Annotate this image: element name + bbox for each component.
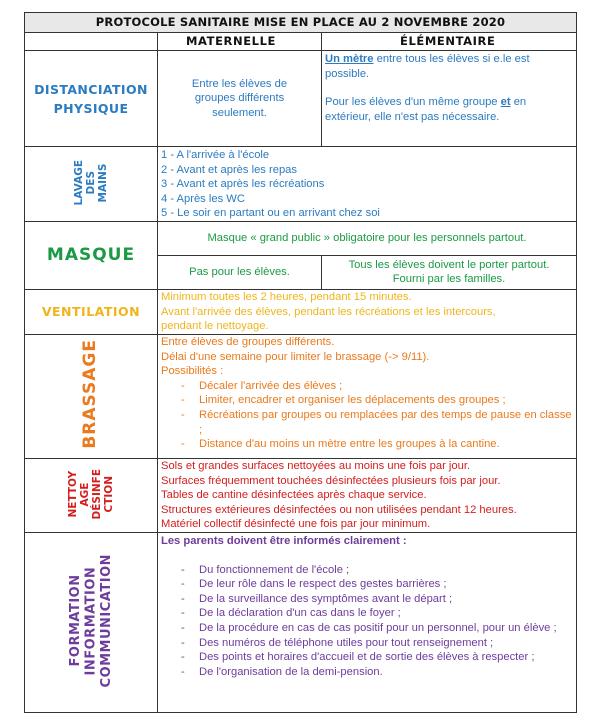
label-formation-line2: INFORMATION: [83, 566, 99, 675]
nettoyage-line: Surfaces fréquemment touchées désinfectées plusieurs fois par jour.: [161, 474, 501, 487]
ventilation-line: pendant le nettoyage.: [161, 320, 269, 333]
header-row: [25, 33, 577, 51]
list-item: - Des numéros de téléphone utiles pour tout renseignement ;: [181, 636, 494, 649]
row-ventilation: [25, 289, 577, 334]
brassage-item-text: Limiter, encadrer et organiser les déplacements des groupes ;: [199, 394, 506, 407]
distanciation-elem-p1-underlined: Un mètre: [325, 53, 374, 65]
formation-item-text: Du fonctionnement de l'école ;: [199, 563, 350, 576]
distanciation-elem-p2-underlined: et: [500, 96, 511, 109]
nettoyage-line: Sols et grandes surfaces nettoyées au moins une fois par jour.: [161, 459, 471, 472]
list-item: - Du fonctionnement de l'école ;: [181, 563, 350, 576]
header-maternelle: MATERNELLE: [158, 33, 322, 51]
nettoyage-line: Matériel collectif désinfecté une fois par jour minimum.: [161, 518, 431, 531]
lavage-item: 4 - Après les WC: [161, 192, 245, 205]
list-item: - Récréations par groupes ou remplacées par des temps de pause en classe ;: [181, 408, 572, 436]
label-lavage-line1: LAVAGE: [72, 159, 85, 206]
ventilation-content: [158, 289, 577, 334]
title-row: [25, 13, 577, 33]
label-brassage: [25, 334, 158, 458]
distanciation-elem-p1: [325, 52, 572, 81]
nettoyage-line: Structures extérieures désinfectées ou non utilisées pendant 12 heures.: [161, 503, 517, 516]
list-item: - De l'organisation de la demi-pension.: [181, 665, 383, 678]
label-nettoyage-line1: NETTOY: [66, 470, 79, 518]
label-distanciation-line1: DISTANCIATION: [34, 81, 148, 97]
list-item: - Distance d'au moins un mètre entre les groupes à la cantine.: [181, 438, 500, 451]
table-title: PROTOCOLE SANITAIRE MISE EN PLACE AU 2 NOVEMBRE 2020: [25, 13, 577, 33]
label-formation: [25, 532, 158, 712]
brassage-line: Possibilités :: [161, 365, 224, 378]
label-distanciation: [25, 51, 158, 147]
lavage-item: 2 - Avant et après les repas: [161, 163, 297, 176]
distanciation-maternelle: [158, 51, 322, 147]
distanciation-elem-p2-rest: en extérieur, elle n'est pas nécessaire.: [325, 96, 527, 123]
list-item: - Des points et horaires d'accueil et de sortie des élèves à respecter ;: [181, 651, 535, 664]
formation-item-text: De la déclaration d'un cas dans le foyer ;: [199, 607, 401, 620]
formation-item-text: De l'organisation de la demi-pension.: [199, 665, 383, 678]
list-item: - De la déclaration d'un cas dans le foyer ;: [181, 607, 401, 620]
header-elementaire: ÉLÉMENTAIRE: [322, 33, 577, 51]
brassage-line: Entre élèves de groupes différents.: [161, 335, 335, 348]
lavage-content: [158, 147, 577, 222]
list-item: - De leur rôle dans le respect des gestes barrières ;: [181, 578, 447, 591]
label-nettoyage-line2: AGE: [78, 482, 91, 506]
label-nettoyage-line4: CTION: [103, 475, 116, 513]
lavage-item: 1 - A l'arrivée à l'école: [161, 149, 270, 161]
masque-elementaire-line2: Fourni par les familles.: [392, 273, 506, 286]
label-nettoyage-vertical: [67, 469, 115, 520]
formation-item-text: De la procédure en cas de cas positif pour un personnel, pour un élève ;: [199, 621, 557, 634]
masque-common: Masque « grand public » obligatoire pour les personnels partout.: [158, 221, 577, 255]
nettoyage-content: [158, 458, 577, 532]
label-lavage-line2: DES: [84, 170, 97, 195]
protocol-sheet: [24, 12, 576, 713]
brassage-content: [158, 334, 577, 458]
masque-elementaire-line1: Tous les élèves doivent le porter partout.: [348, 258, 550, 271]
masque-elementaire: [322, 255, 577, 289]
label-formation-line1: FORMATION: [67, 574, 83, 667]
distanciation-maternelle-text: Entre les élèves de groupes différents seulement.: [191, 77, 288, 119]
masque-maternelle: Pas pour les élèves.: [158, 255, 322, 289]
distanciation-elem-p2: [325, 95, 572, 124]
label-nettoyage-line3: DÉSINFE: [91, 468, 103, 520]
formation-item-text: De leur rôle dans le respect des gestes barrières ;: [199, 578, 447, 591]
brassage-item-text: Décaler l'arrivée des élèves ;: [199, 379, 343, 392]
brassage-item-text: Récréations par groupes ou remplacées par des temps de pause en classe ;: [199, 408, 572, 436]
row-lavage: [25, 147, 577, 222]
formation-content: [158, 532, 577, 712]
formation-item-text: De la surveillance des symptômes avant le départ ;: [199, 592, 453, 605]
list-item: - De la procédure en cas de cas positif pour un personnel, pour un élève ;: [181, 621, 557, 634]
label-distanciation-line2: PHYSIQUE: [53, 100, 129, 116]
label-formation-line3: COMMUNICATION: [98, 553, 114, 688]
row-brassage: [25, 334, 577, 458]
list-item: - Décaler l'arrivée des élèves ;: [181, 379, 343, 392]
label-ventilation: VENTILATION: [25, 289, 158, 334]
label-formation-vertical: [68, 554, 115, 687]
formation-intro: Les parents doivent être informés clairement :: [161, 534, 407, 547]
label-masque: MASQUE: [25, 221, 158, 289]
row-nettoyage: [25, 458, 577, 532]
lavage-item: 5 - Le soir en partant ou en arrivant chez soi: [161, 207, 380, 220]
distanciation-elem-p1-rest: entre tous les élèves si e.le est possible.: [325, 53, 530, 80]
label-nettoyage: [25, 458, 158, 532]
header-empty: [25, 33, 158, 51]
list-item: - Limiter, encadrer et organiser les déplacements des groupes ;: [181, 394, 506, 407]
lavage-item: 3 - Avant et après les récréations: [161, 178, 325, 191]
label-lavage-line3: MAINS: [97, 163, 110, 202]
distanciation-elementaire: [322, 51, 577, 147]
protocol-table: [24, 12, 577, 713]
label-brassage-vertical: BRASSAGE: [80, 339, 101, 449]
row-masque-common: [25, 221, 577, 255]
formation-item-text: Des points et horaires d'accueil et de sortie des élèves à respecter ;: [199, 651, 535, 664]
formation-list: [161, 563, 573, 680]
label-lavage: [25, 147, 158, 222]
ventilation-line: Avant l'arrivée des élèves, pendant les récréations et les intercours,: [161, 305, 496, 318]
ventilation-line: Minimum toutes les 2 heures, pendant 15 minutes.: [161, 290, 412, 303]
row-distanciation: [25, 51, 577, 147]
formation-item-text: Des numéros de téléphone utiles pour tout renseignement ;: [199, 636, 494, 649]
brassage-list: [161, 379, 573, 452]
label-lavage-vertical: [73, 160, 109, 205]
nettoyage-line: Tables de cantine désinfectées après chaque service.: [161, 489, 427, 502]
list-item: - De la surveillance des symptômes avant le départ ;: [181, 592, 453, 605]
distanciation-elem-p2-start: Pour les élèves d'un même groupe: [325, 96, 501, 109]
brassage-item-text: Distance d'au moins un mètre entre les groupes à la cantine.: [199, 438, 500, 451]
brassage-line: Délai d'une semaine pour limiter le brassage (-> 9/11).: [161, 350, 430, 363]
row-formation: [25, 532, 577, 712]
